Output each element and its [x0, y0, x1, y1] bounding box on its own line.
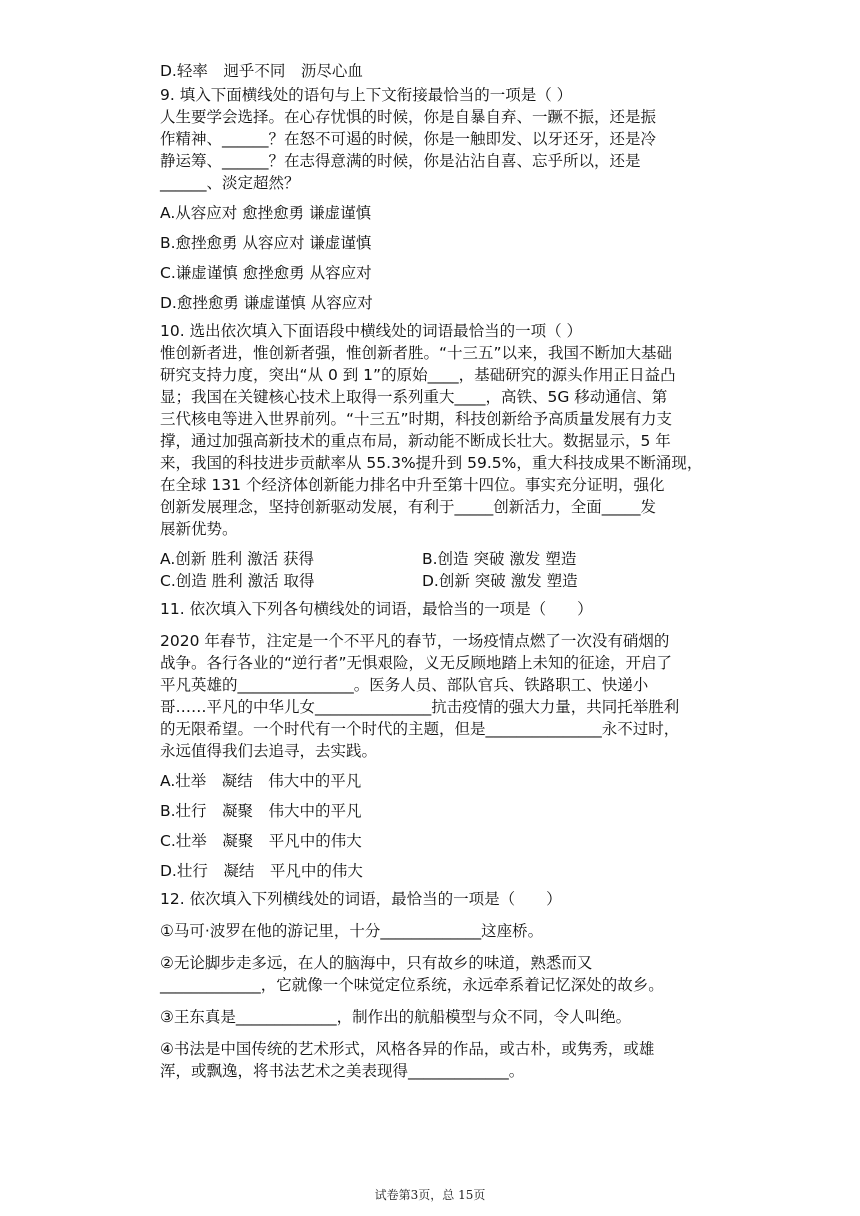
- question-10-option-d: D.创新 突破 激发 塑造: [422, 572, 578, 590]
- question-10-options: [160, 548, 730, 592]
- question-10-passage-line: 创新发展理念，坚持创新驱动发展，有利于_____创新活力，全面_____发: [160, 498, 657, 516]
- question-10-passage-line: 展新优势。: [160, 520, 238, 538]
- question-11-passage-line: 的无限希望。一个时代有一个时代的主题，但是_______________永不过时，: [160, 720, 680, 738]
- question-12-item-1: ①马可·波罗在他的游记里，十分_____________这座桥。: [160, 922, 544, 940]
- question-9-passage-line: 静运筹、______？在志得意满的时候，你是沾沾自喜、忘乎所以，还是: [160, 152, 641, 170]
- question-9-passage-line: 人生要学会选择。在心存忧惧的时候，你是自暴自弃、一蹶不振，还是振: [160, 108, 657, 126]
- question-10-passage-line: 三代核电等进入世界前列。“十三五”时期，科技创新给予高质量发展有力支: [160, 410, 673, 428]
- question-9-stem: 9. 填入下面横线处的语句与上下文衔接最恰当的一项是（ ）: [160, 86, 573, 104]
- question-11-passage-line: 2020 年春节，注定是一个不平凡的春节，一场疫情点燃了一次没有硝烟的: [160, 632, 670, 650]
- question-12-item-2-cont: _____________，它就像一个味觉定位系统，永远牵系着记忆深处的故乡。: [160, 976, 664, 994]
- question-11-passage-line: 平凡英雄的_______________。医务人员、部队官兵、铁路职工、快递小: [160, 676, 649, 694]
- question-12-item-4: ④书法是中国传统的艺术形式，风格各异的作品，或古朴，或隽秀，或雄: [160, 1040, 655, 1058]
- question-10-passage-line: 撑，通过加强高新技术的重点布局，新动能不断成长壮大。数据显示，5 年: [160, 432, 671, 450]
- question-12-item-3: ③王东真是_____________，制作出的航船模型与众不同，令人叫绝。: [160, 1008, 632, 1026]
- question-11-passage-line: 战争。各行各业的“逆行者”无惧艰险，义无反顾地踏上未知的征途，开启了: [160, 654, 673, 672]
- question-11-passage-line: 哥……平凡的中华儿女_______________抗击疫情的强大力量，共同托举胜利: [160, 698, 680, 716]
- question-9-passage-line: ______、淡定超然？: [160, 174, 300, 192]
- question-11-option-c: C.壮举 凝聚 平凡中的伟大: [160, 832, 362, 850]
- question-11-option-d: D.壮行 凝结 平凡中的伟大: [160, 862, 363, 880]
- question-11-stem: 11. 依次填入下列各句横线处的词语，最恰当的一项是（ ）: [160, 600, 593, 618]
- question-10-passage-line: 研究支持力度，突出“从 0 到 1”的原始____，基础研究的源头作用正日益凸: [160, 366, 676, 384]
- page-content: [160, 60, 730, 1082]
- question-9-option-c: C.谦虚谨慎 愈挫愈勇 从容应对: [160, 264, 372, 282]
- question-12-stem: 12. 依次填入下列横线处的词语，最恰当的一项是（ ）: [160, 890, 562, 908]
- question-12-item-4-cont: 浑，或飘逸，将书法艺术之美表现得_____________。: [160, 1062, 525, 1080]
- question-10-passage-line: 在全球 131 个经济体创新能力排名中升至第十四位。事实充分证明，强化: [160, 476, 665, 494]
- question-11-option-b: B.壮行 凝聚 伟大中的平凡: [160, 802, 362, 820]
- question-10-passage-line: 惟创新者进，惟创新者强，惟创新者胜。“十三五”以来，我国不断加大基础: [160, 344, 673, 362]
- question-12-item-2: ②无论脚步走多远，在人的脑海中，只有故乡的味道，熟悉而又: [160, 954, 593, 972]
- question-9-option-a: A.从容应对 愈挫愈勇 谦虚谨慎: [160, 204, 372, 222]
- question-10-passage-line: 显；我国在关键核心技术上取得一系列重大____，高铁、5G 移动通信、第: [160, 388, 668, 406]
- question-11-option-a: A.壮举 凝结 伟大中的平凡: [160, 772, 362, 790]
- question-10-option-b: B.创造 突破 激发 塑造: [422, 550, 577, 568]
- question-9-passage-line: 作精神、______？在怒不可遏的时候，你是一触即发、以牙还牙，还是冷: [160, 130, 657, 148]
- question-9-option-d: D.愈挫愈勇 谦虚谨慎 从容应对: [160, 294, 373, 312]
- question-10-passage-line: 来，我国的科技进步贡献率从 55.3%提升到 59.5%，重大科技成果不断涌现，: [160, 454, 703, 472]
- question-9-option-b: B.愈挫愈勇 从容应对 谦虚谨慎: [160, 234, 372, 252]
- question-10-stem: 10. 选出依次填入下面语段中横线处的词语最恰当的一项（ ）: [160, 322, 583, 340]
- option-d-prev: D.轻率 迥乎不同 沥尽心血: [160, 62, 363, 80]
- page-footer: 试卷第3页，总 15页: [374, 1188, 486, 1202]
- question-10-option-a: A.创新 胜利 激活 获得: [160, 550, 315, 568]
- question-10-option-c: C.创造 胜利 激活 取得: [160, 572, 315, 590]
- question-11-passage-line: 永远值得我们去追寻，去实践。: [160, 742, 378, 760]
